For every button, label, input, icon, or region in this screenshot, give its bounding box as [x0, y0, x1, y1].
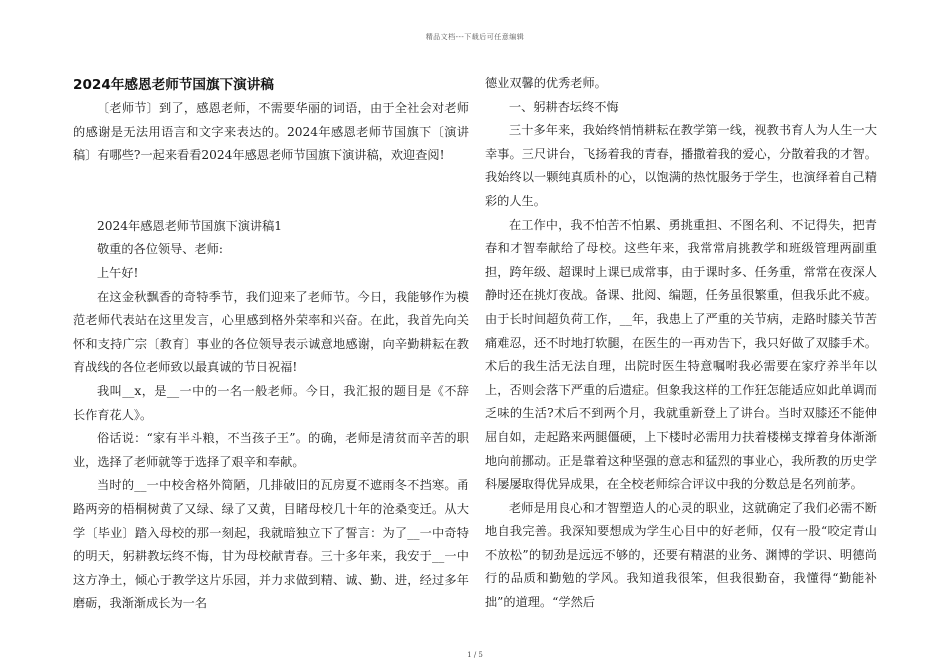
body-paragraph: 老师是用良心和才智塑造人的心灵的职业，这就确定了我们必需不断地自我完善。我深知要想成为学生心目中的好老师，仅有一股“咬定青山不放松”的韧劲是远远不够的，还要有精湛的业务、渊博的学识、明德尚行的品质和勤勉的学风。我知道我很笨，但我很勤奋，我懂得“勤能补拙”的道理。“学然后 [485, 500, 877, 610]
section-heading: 2024年感恩老师节国旗下演讲稿1 [97, 218, 283, 233]
greeting: 上午好! [97, 265, 139, 280]
intro-paragraph: 〔老师节〕到了，感恩老师，不需要华丽的词语，由于全社会对老师的感谢是无法用语言和文字来表达的。2024年感恩老师节国旗下〔演讲稿〕有哪些?一起来看看2024年感恩老师节国旗下演讲稿，欢迎查阅! [73, 101, 469, 163]
spacer [73, 168, 469, 215]
body-paragraph: 我叫__x，是__一中的一名一般老师。今日，我汇报的题目是《不辞长作育花人》。 [73, 383, 469, 422]
left-column [73, 97, 469, 616]
section-heading: 一、躬耕杏坛终不悔 [509, 99, 619, 114]
body-paragraph: 三十多年来，我始终悄悄耕耘在教学第一线，视教书育人为人生一大幸事。三尺讲台，飞扬着我的青春，播撒着我的爱心，分散着我的才智。我始终以一颗纯真质朴的心，以饱满的热忱服务于学生，也演绎着自己精彩的人生。 [485, 123, 877, 208]
salutation: 敬重的各位领导、老师: [97, 242, 223, 257]
page-number: 1 / 5 [467, 651, 483, 659]
page-header: 精品文档---下载后可任意编辑 [425, 33, 525, 41]
body-paragraph: 在工作中，我不怕苦不怕累、勇挑重担、不图名利、不记得失，把青春和才智奉献给了母校。这些年来，我常常肩挑教学和班级管理两副重担，跨年级、超课时上课已成常事，由于课时多、任务重，常常在夜深人静时还在挑灯夜战。备课、批阅、编题，任务虽很繁重，但我乐此不疲。由于长时间超负荷工作，__年，我患上了严重的关节病，走路时膝关节苦痛难忍，还不时地打软腿，在医生的一再劝告下，我只好做了双膝手术。术后的我生活无法自理，出院时医生特意嘱咐我必需要在家疗养半年以上，否则会落下严重的后遗症。但象我这样的工作狂怎能适应如此单调而乏味的生活?术后不到两个月，我就重新登上了讲台。当时双膝还不能伸屈自如，走起路来两腿僵硬，上下楼时必需用力扶着楼梯支撑着身体渐渐地向前挪动。正是靠着这种坚强的意志和猛烈的事业心，我所教的历史学科屡屡取得优异成果，在全校老师综合评议中我的分数总是名列前茅。 [485, 217, 877, 492]
document-title: 2024年感恩老师节国旗下演讲稿 [73, 77, 274, 93]
right-column [485, 72, 877, 615]
body-paragraph: 当时的__一中校舍格外简陋，几排破旧的瓦房夏不遮雨冬不挡寒。甬路两旁的梧桐树黄了又绿、绿了又黄，目睹母校几十年的沧桑变迁。从大学〔毕业〕踏入母校的那一刻起，我就暗独立下了誓言：为了__一中奇特的明天，躬耕教坛终不悔，甘为母校献青春。三十多年来，我安于__一中这方净土，倾心于教学这片乐园，并力求做到精、诚、勤、进，经过多年磨砺，我渐渐成长为一名 [73, 478, 469, 611]
body-paragraph: 在这金秋飘香的奇特季节，我们迎来了老师节。今日，我能够作为模范老师代表站在这里发言，心里感到格外荣率和兴奋。在此，我首先向关怀和支持广宗〔教育〕事业的各位领导表示诚意地感谢，向辛勤耕耘在教育战线的各位老师致以最真诚的节日祝福! [73, 289, 469, 375]
body-paragraph-continued: 德业双馨的优秀老师。 [485, 76, 607, 90]
body-paragraph: 俗话说：“家有半斗粮，不当孩子王”。的确，老师是清贫而辛苦的职业，选择了老师就等于选择了艰辛和奉献。 [73, 431, 469, 469]
